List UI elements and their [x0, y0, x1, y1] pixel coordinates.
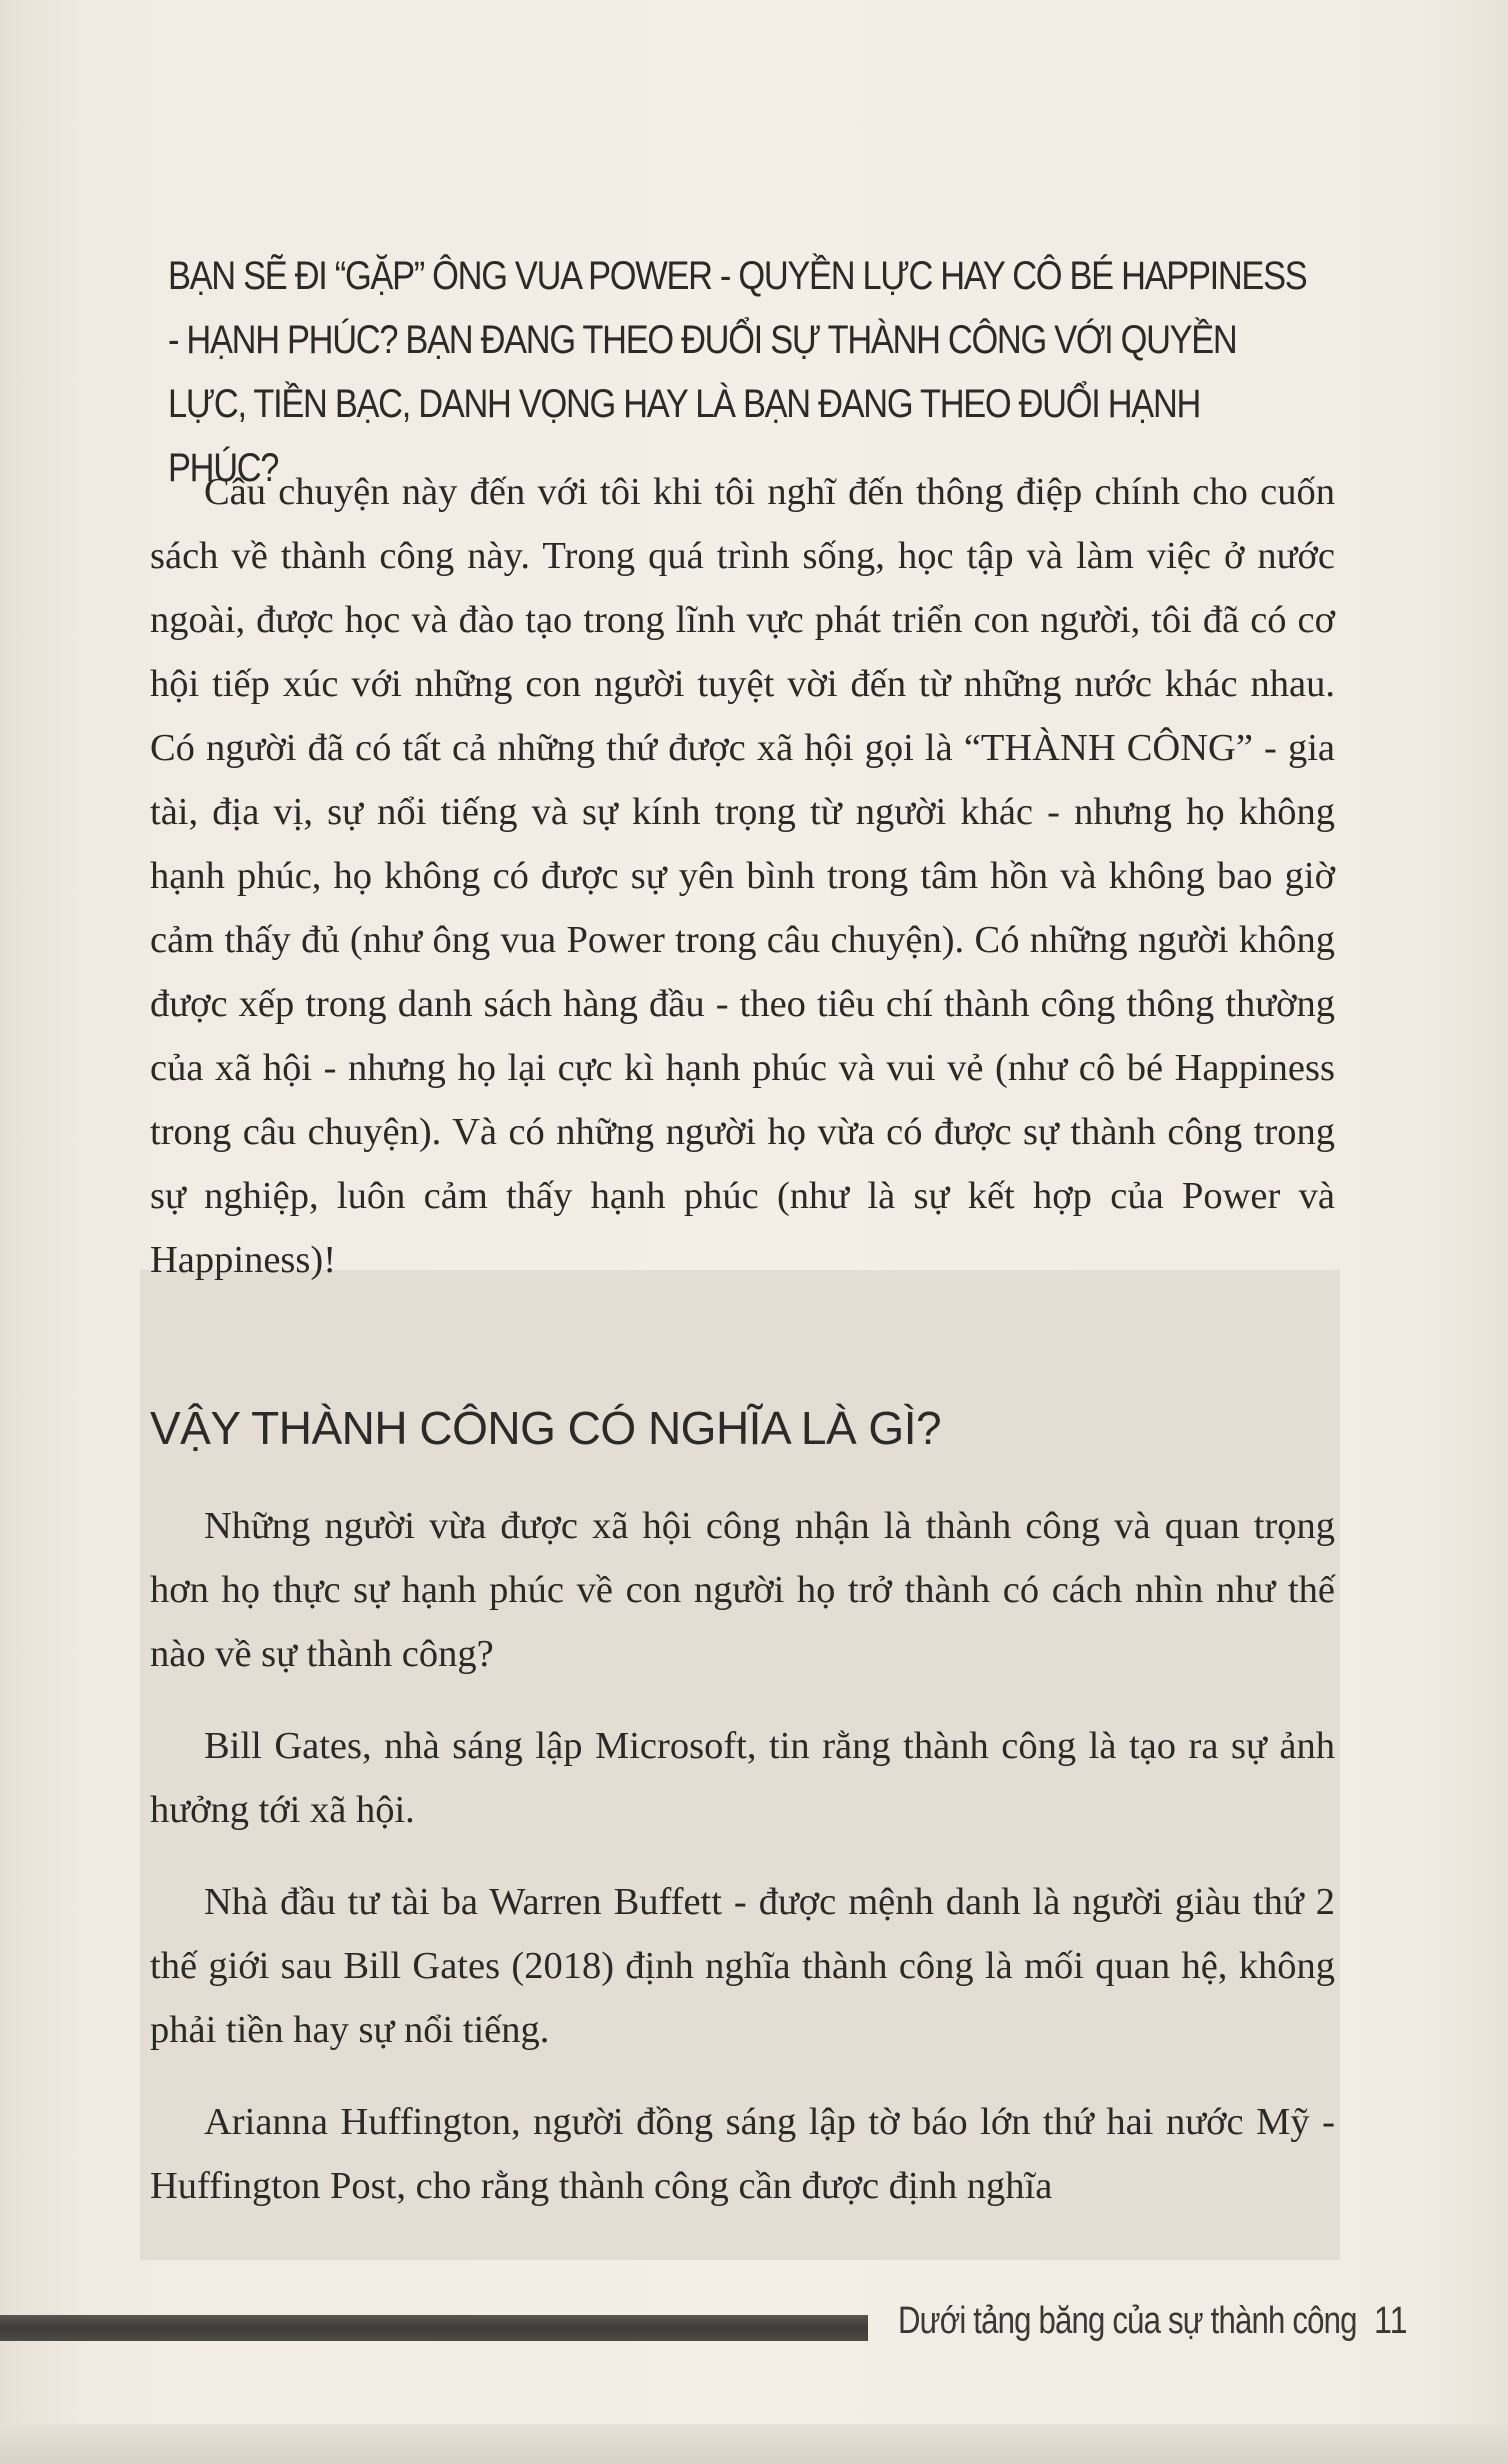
intro-heading: BẠN SẼ ĐI “GẶP” ÔNG VUA POWER - QUYỀN LỰC HAY CÔ BÉ HAPPINESS - HẠNH PHÚC? BẠN ĐANG THEO ĐUỔI SỰ THÀNH CÔNG VỚI QUYỀN LỰC, TIỀN BẠC, DANH VỌNG HAY LÀ BẠN ĐANG THEO ĐUỔI HẠNH PHÚC?: [168, 254, 1307, 490]
paragraph-2: Những người vừa được xã hội công nhận là thành công và quan trọng hơn họ thực sự hạnh phúc về con người họ trở thành có cách nhìn như thế nào về sự thành công?: [150, 1505, 1335, 1675]
page-bottom-edge: [0, 2424, 1508, 2464]
paragraph-5: Arianna Huffington, người đồng sáng lập tờ báo lớn thứ hai nước Mỹ - Huffington Post, cho rằng thành công cần được định nghĩa: [150, 2101, 1335, 2207]
section-heading: VẬY THÀNH CÔNG CÓ NGHĨA LÀ GÌ?: [150, 1402, 942, 1454]
page-number: 11: [1374, 2300, 1408, 2342]
paragraph-1: Câu chuyện này đến với tôi khi tôi nghĩ đến thông điệp chính cho cuốn sách về thành công này. Trong quá trình sống, học tập và làm việc ở nước ngoài, được học và đào tạo trong lĩnh vực phát triển con người, tôi đã có cơ hội tiếp xúc với những con người tuyệt vời đến từ những nước khác nhau. Có người đã có tất cả những thứ được xã hội gọi là “THÀNH CÔNG” - gia tài, địa vị, sự nổi tiếng và sự kính trọng từ người khác - nhưng họ không hạnh phúc, họ không có được sự yên bình trong tâm hồn và không bao giờ cảm thấy đủ (như ông vua Power trong câu chuyện). Có những người không được xếp trong danh sách hàng đầu - theo tiêu chí thành công thông thường của xã hội - nhưng họ lại cực kì hạnh phúc và vui vẻ (như cô bé Happiness trong câu chuyện). Và có những người họ vừa có được sự thành công trong sự nghiệp, luôn cảm thấy hạnh phúc (như là sự kết hợp của Power và Happiness)!: [150, 471, 1335, 1281]
footer-bar: [0, 2315, 868, 2341]
footer-book-title: Dưới tảng băng của sự thành công: [898, 2300, 1357, 2342]
paragraph-4: Nhà đầu tư tài ba Warren Buffett - được mệnh danh là người giàu thứ 2 thế giới sau Bill Gates (2018) định nghĩa thành công là mối quan hệ, không phải tiền hay sự nổi tiếng.: [150, 1881, 1335, 2051]
paragraph-3: Bill Gates, nhà sáng lập Microsoft, tin rằng thành công là tạo ra sự ảnh hưởng tới xã hội.: [150, 1725, 1335, 1831]
